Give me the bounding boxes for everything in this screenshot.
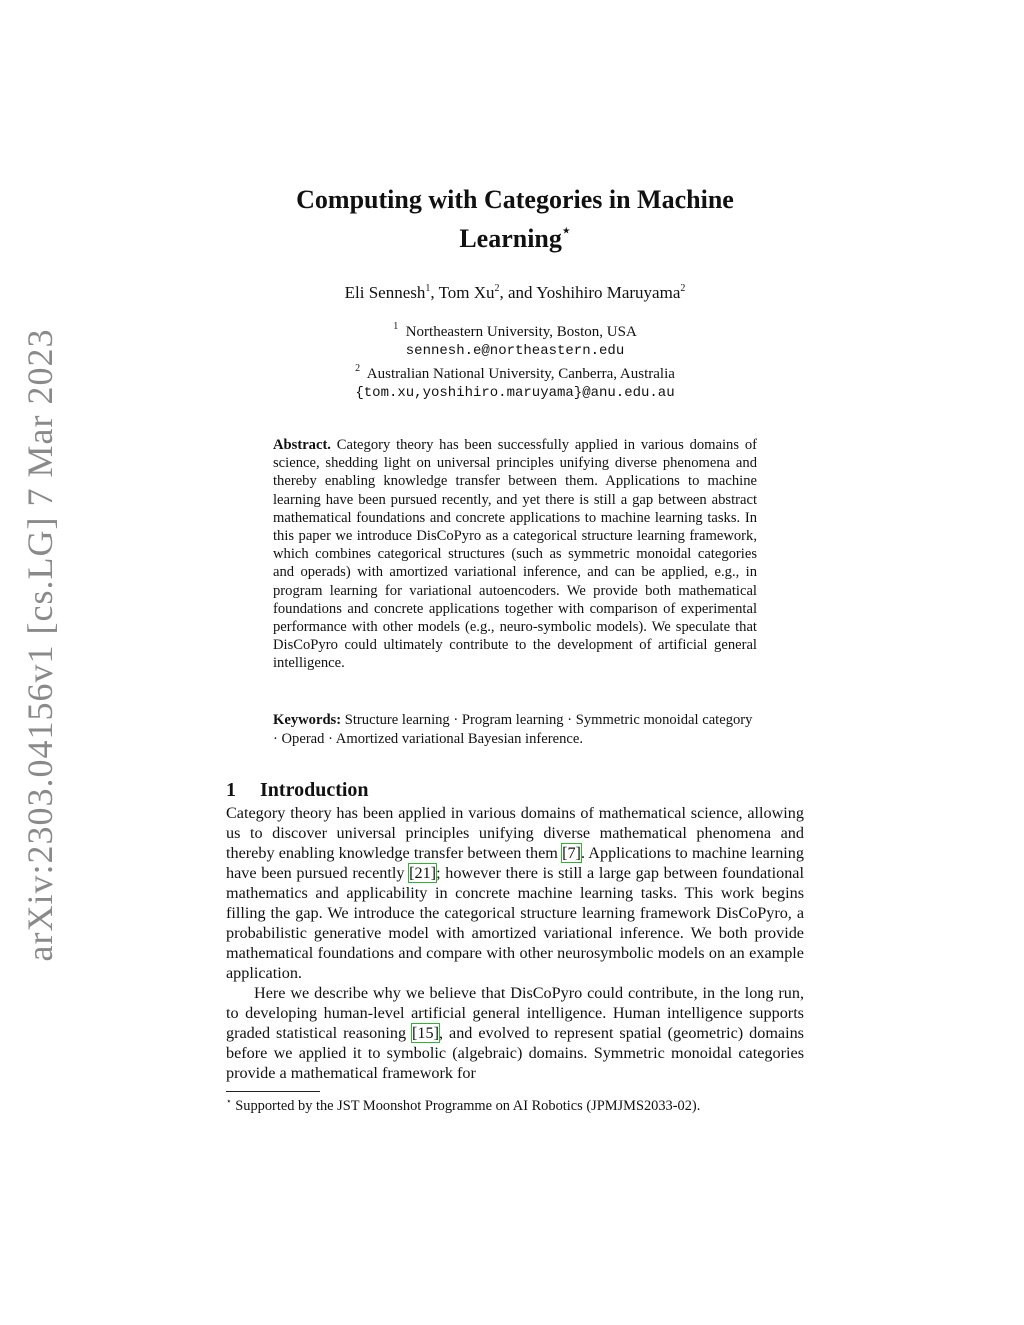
affiliations bbox=[240, 318, 790, 402]
abstract bbox=[273, 436, 757, 673]
keywords-label: Keywords: bbox=[273, 712, 342, 728]
arxiv-stamp-text: arXiv:2303.04156v1 [cs.LG] 7 Mar 2023 bbox=[20, 328, 60, 962]
keywords bbox=[273, 711, 757, 748]
section-heading bbox=[226, 779, 369, 802]
footnote-text: Supported by the JST Moonshot Programme on AI Robotics (JPMJMS2033-02). bbox=[235, 1098, 701, 1114]
section-number: 1 bbox=[226, 779, 236, 801]
paper-title bbox=[240, 184, 790, 255]
footnote-mark: ⋆ bbox=[226, 1096, 232, 1106]
title-line-2: Learning⋆ bbox=[459, 224, 571, 253]
abstract-label: Abstract. bbox=[273, 437, 331, 453]
keywords-text: Structure learning · Program learning · Symmetric monoidal category · Operad · Amortized variational Bayesian inference. bbox=[273, 712, 753, 747]
affiliation-2: $^2$ Australian National University, Canberra, Australia bbox=[355, 363, 675, 382]
abstract-text: Category theory has been successfully applied in various domains of science, shedding light on universal principles unifying diverse phenomena and thereby enabling knowledge transfer between them. Applications to machine learning have been pursued recently, and yet there is still a gap between abstract mathematical foundations and concrete applications to machine learning tasks. In this paper we introduce DisCoPyro as a categorical structure learning framework, which combines categorical structures (such as symmetric monoidal categories and operads) with amortized variational inference, and can be applied, e.g., in program learning for variational autoencoders. We provide both mathematical foundations and concrete applications together with comparison of experimental performance with other models (e.g., neuro-symbolic models). We speculate that DisCoPyro could ultimately contribute to the development of artificial general intelligence. bbox=[273, 437, 757, 672]
arxiv-identifier-stamp bbox=[0, 328, 80, 962]
body-paragraph-2: Here we describe why we believe that DisCoPyro could contribute, in the long run, to developing human-level artificial general intelligence. Human intelligence supports graded statistical reasoning [15], and evolved to represent spatial (geometric) domains before we applied it to symbolic (algebraic) domains. Symmetric monoidal categories provide a mathematical framework for bbox=[226, 984, 804, 1082]
author-name: Yoshihiro Maruyama bbox=[536, 283, 681, 302]
author-name: Eli Sennesh bbox=[344, 283, 426, 302]
affiliation-1: $^1$ Northeastern University, Boston, USA bbox=[393, 321, 637, 340]
author-name: Tom Xu bbox=[438, 283, 495, 302]
affiliation-1-email[interactable]: sennesh.e@northeastern.edu bbox=[405, 342, 625, 359]
citation-link[interactable]: [21] bbox=[409, 864, 437, 882]
section-title: Introduction bbox=[260, 779, 369, 801]
title-line-1: Computing with Categories in Machine bbox=[296, 185, 734, 214]
affiliation-2-email[interactable]: {tom.xu,yoshihiro.maruyama}@anu.edu.au bbox=[355, 384, 675, 401]
body-paragraph-1: Category theory has been applied in various domains of mathematical science, allowing us to discover universal principles unifying diverse mathematical phenomena and thereby enabling knowledge transfer between them [7]. Applications to machine learning have been pursued recently [21]; however there is still a large gap between foundational mathematics and applicability in concrete machine learning tasks. This work begins filling the gap. We introduce the categorical structure learning framework DisCoPyro, a probabilistic generative model with amortized variational inference. We both provide mathematical foundations and compare with other neurosymbolic models on an example application. bbox=[226, 804, 804, 982]
footnote-rule bbox=[226, 1091, 320, 1092]
title-footnote-mark: ⋆ bbox=[561, 224, 571, 239]
author-list: Eli Sennesh$^1$, Tom Xu$^2$, and Yoshihiro Maruyama$^2$ bbox=[344, 283, 686, 302]
footnote bbox=[226, 1096, 700, 1115]
citation-link[interactable]: [15] bbox=[412, 1024, 439, 1042]
citation-link[interactable]: [7] bbox=[562, 844, 581, 862]
